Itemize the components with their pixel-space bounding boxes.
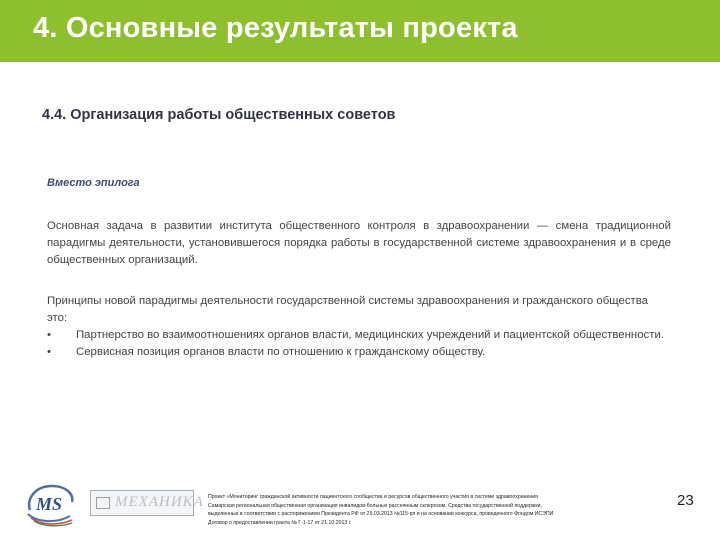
grant-footnote bbox=[208, 493, 648, 527]
mechanics-logo-icon bbox=[90, 490, 204, 516]
list-item bbox=[47, 327, 671, 344]
epilogue-heading: Вместо эпилога bbox=[47, 177, 140, 189]
page-title: 4. Основные результаты проекта bbox=[33, 12, 518, 44]
logo-mark bbox=[96, 497, 110, 509]
paragraph-principles: Принципы новой парадигмы деятельности государственной системы здравоохранения и гражданского общества это: bbox=[47, 295, 649, 324]
bullet-marker: • bbox=[47, 329, 51, 341]
list-item bbox=[47, 344, 671, 361]
title-bar bbox=[0, 0, 720, 62]
list-item-text: Партнерство во взаимоотношениях органов власти, медицинских учреждений и пациентской общественности. bbox=[76, 329, 664, 341]
footnote-line: Договор о предоставлении гранта № Г-1-17 от 21.10.2013 г. bbox=[208, 519, 352, 526]
bullet-marker: • bbox=[47, 346, 51, 358]
footnote-line: выделенные в соответствии с распоряжением Президента РФ от 29.03.2013 №115-рп и на основании конкурса, проведенного Фондом ИСЭПИ. bbox=[208, 511, 555, 518]
ms-emblem-icon bbox=[22, 480, 80, 528]
principles-list bbox=[47, 327, 671, 361]
footnote-line: Проект «Мониторинг гражданской активности пациентского сообщества и ресурсов общественного участия в системе здравоохранения bbox=[208, 494, 538, 500]
mechanics-logo-text: МЕХАНИКА bbox=[115, 494, 204, 510]
ms-emblem-text: MS bbox=[36, 494, 63, 514]
section-subtitle: 4.4. Организация работы общественных советов bbox=[42, 107, 396, 123]
paragraph-main-task: Основная задача в развитии института общественного контроля в здравоохранении — смена традиционной парадигмы деятельности, установившегося порядка работы в государственной системе здравоохранения и в среде общественных организаций. bbox=[47, 220, 671, 266]
page-number: 23 bbox=[677, 492, 694, 509]
footnote-line: Самарская региональная общественная организация инвалидов-больных рассеянным склерозом. Средства государственной поддержки, bbox=[208, 502, 542, 509]
list-item-text: Сервисная позиция органов власти по отношению к гражданскому обществу. bbox=[76, 346, 486, 358]
